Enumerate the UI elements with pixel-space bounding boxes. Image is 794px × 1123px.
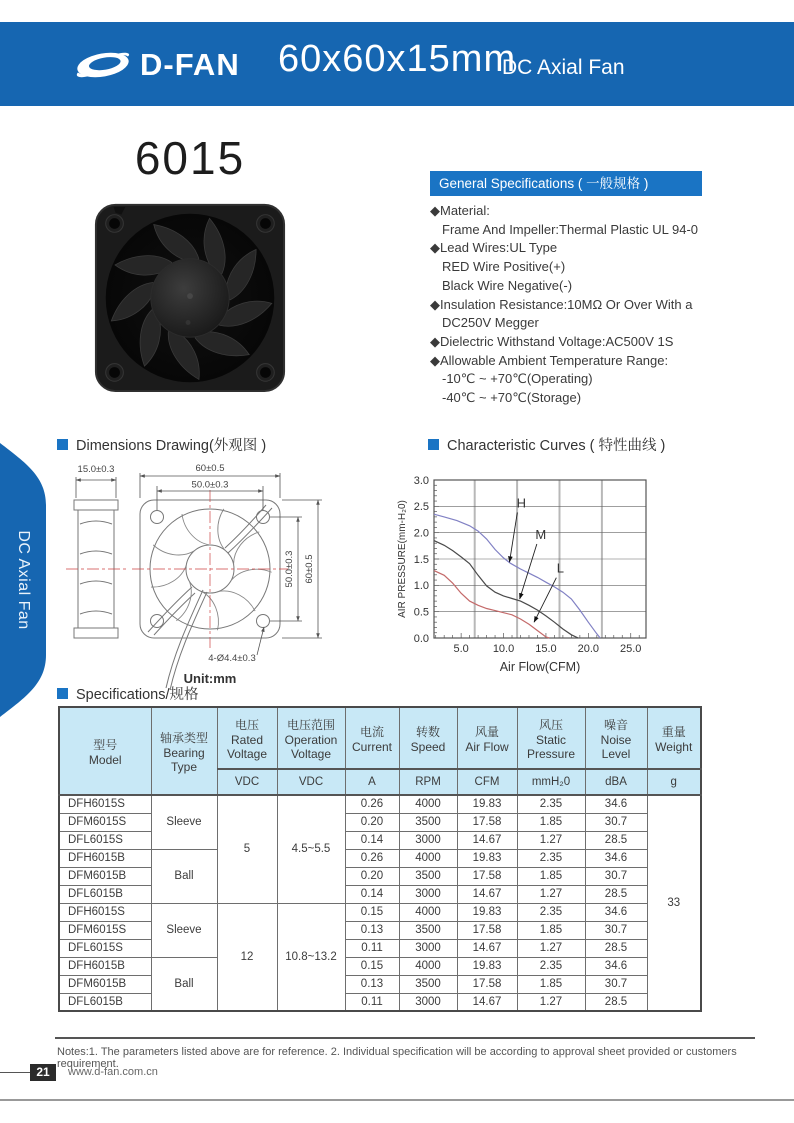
general-spec-item: RED Wire Positive(+) <box>442 259 566 275</box>
notes-text: Notes:1. The parameters listed above are for reference. 2. Individual specification will be according to approval sheet provided or customers requirement. <box>57 1046 737 1070</box>
table-cell: 4000 <box>399 957 457 975</box>
table-cell: 0.26 <box>345 795 399 813</box>
table-cell: 28.5 <box>585 885 647 903</box>
dim-thickness-label: 15.0±0.3 <box>77 464 115 475</box>
y-tick-label: 2.5 <box>413 501 429 514</box>
column-header: 型号 Model <box>59 707 151 795</box>
table-cell: DFM6015S <box>59 813 151 831</box>
unit-header: CFM <box>457 769 517 795</box>
model-number-heading: 6015 <box>134 132 246 184</box>
table-cell: 3500 <box>399 867 457 885</box>
unit-header: VDC <box>277 769 345 795</box>
y-tick-label: 0.0 <box>413 632 429 645</box>
table-cell: 19.83 <box>457 795 517 813</box>
table-cell: DFL6015S <box>59 939 151 957</box>
column-header: 电压范围 Operation Voltage <box>277 707 345 769</box>
table-cell: 34.6 <box>585 849 647 867</box>
center-lines <box>66 490 288 648</box>
curve-label-L: L <box>556 560 564 576</box>
table-cell: Ball <box>151 849 217 903</box>
column-header: 风压 Static Pressure <box>517 707 585 769</box>
table-cell: 0.14 <box>345 885 399 903</box>
general-spec-item: -10℃ ~ +70℃(Operating) <box>442 371 593 387</box>
table-cell: 1.85 <box>517 813 585 831</box>
table-cell: 19.83 <box>457 849 517 867</box>
dim-holes-label: 4-Ø4.4±0.3 <box>208 653 256 664</box>
table-cell: DFH6015B <box>59 849 151 867</box>
table-cell: 14.67 <box>457 993 517 1011</box>
x-tick-label: 15.0 <box>535 643 557 655</box>
y-tick-label: 3.0 <box>413 474 429 487</box>
specs-section-header <box>57 683 199 704</box>
unit-header: A <box>345 769 399 795</box>
fan-photo-graphic <box>92 199 288 395</box>
table-cell: 28.5 <box>585 939 647 957</box>
table-cell: 19.83 <box>457 957 517 975</box>
unit-header: VDC <box>217 769 277 795</box>
dimensions-drawing <box>60 458 402 692</box>
page-number-rule <box>0 1072 30 1073</box>
table-cell: 4000 <box>399 849 457 867</box>
general-spec-item: ◆Insulation Resistance:10MΩ Or Over With a <box>430 296 693 312</box>
table-cell: 30.7 <box>585 975 647 993</box>
table-cell: DFH6015S <box>59 903 151 921</box>
table-cell: 14.67 <box>457 831 517 849</box>
curve-label-H: H <box>516 495 527 511</box>
x-tick-label: 20.0 <box>577 643 600 655</box>
column-header: 重量 Weight <box>647 707 701 769</box>
column-header: 电流 Current <box>345 707 399 769</box>
table-cell: DFM6015B <box>59 867 151 885</box>
column-header: 噪音 Noise Level <box>585 707 647 769</box>
table-cell: 34.6 <box>585 795 647 813</box>
general-spec-item: -40℃ ~ +70℃(Storage) <box>442 390 582 406</box>
table-cell: 1.85 <box>517 867 585 885</box>
table-cell: DFH6015S <box>59 795 151 813</box>
table-cell: 1.85 <box>517 975 585 993</box>
table-cell: 28.5 <box>585 831 647 849</box>
table-cell: 30.7 <box>585 867 647 885</box>
general-spec-item: Frame And Impeller:Thermal Plastic UL 94-0 <box>442 221 699 237</box>
page-subtitle: DC Axial Fan <box>502 56 625 79</box>
curve-label-arrow-M <box>520 544 537 599</box>
table-cell: 0.11 <box>345 993 399 1011</box>
table-row <box>59 795 701 813</box>
section-bullet-icon <box>57 688 68 699</box>
table-cell: 0.20 <box>345 813 399 831</box>
unit-label: Unit:mm <box>183 671 237 686</box>
table-cell: 3500 <box>399 975 457 993</box>
dimensions-section-header <box>57 434 266 455</box>
table-row <box>59 849 701 867</box>
table-cell: 0.15 <box>345 957 399 975</box>
table-cell: 3000 <box>399 939 457 957</box>
table-cell: 5 <box>217 795 277 903</box>
general-spec-item: Black Wire Negative(-) <box>442 277 573 293</box>
side-tab-label: DC Axial Fan <box>15 530 32 630</box>
table-cell: 0.14 <box>345 831 399 849</box>
unit-header: mmH₂0 <box>517 769 585 795</box>
table-cell: 2.35 <box>517 849 585 867</box>
specs-section-title: Specifications/规格 <box>76 687 199 703</box>
column-header: 电压 Rated Voltage <box>217 707 277 769</box>
table-cell: 2.35 <box>517 795 585 813</box>
curves-section-title: Characteristic Curves ( 特性曲线 ) <box>447 438 666 454</box>
table-cell: 1.27 <box>517 939 585 957</box>
table-cell: DFM6015B <box>59 975 151 993</box>
table-cell: DFL6015S <box>59 831 151 849</box>
table-cell: 30.7 <box>585 813 647 831</box>
curve-L <box>434 571 549 638</box>
table-cell: 34.6 <box>585 903 647 921</box>
table-cell: 2.35 <box>517 903 585 921</box>
table-cell: DFM6015S <box>59 921 151 939</box>
table-cell: 17.58 <box>457 921 517 939</box>
table-cell: 4000 <box>399 795 457 813</box>
section-bullet-icon <box>428 439 439 450</box>
table-cell: DFL6015B <box>59 885 151 903</box>
column-header: 转数 Speed <box>399 707 457 769</box>
general-spec-item: ◆Material: <box>430 203 490 218</box>
table-cell: 12 <box>217 903 277 1011</box>
page-title-size: 60x60x15mm <box>278 38 517 80</box>
general-spec-item: DC250V Megger <box>442 315 539 331</box>
curves-section-header <box>428 434 665 455</box>
table-cell: Sleeve <box>151 795 217 849</box>
table-cell: 17.58 <box>457 867 517 885</box>
fan-swirl-logo-icon <box>70 46 136 84</box>
table-cell: 1.85 <box>517 921 585 939</box>
table-cell: 28.5 <box>585 993 647 1011</box>
table-cell: 3000 <box>399 885 457 903</box>
table-cell: 3500 <box>399 813 457 831</box>
table-cell: 0.20 <box>345 867 399 885</box>
bottom-rule <box>0 1099 794 1101</box>
page-number-badge: 21 <box>30 1064 56 1081</box>
table-cell: 1.27 <box>517 831 585 849</box>
curve-label-M: M <box>535 526 547 542</box>
general-spec-item: ◆Dielectric Withstand Voltage:AC500V 1S <box>430 333 674 349</box>
table-cell: 1.27 <box>517 993 585 1011</box>
specifications-table <box>58 706 702 1012</box>
side-category-tab <box>0 443 46 717</box>
section-bullet-icon <box>57 439 68 450</box>
table-cell: 33 <box>647 795 701 1011</box>
x-tick-label: 25.0 <box>620 643 642 655</box>
table-cell: 0.26 <box>345 849 399 867</box>
table-cell: 4.5~5.5 <box>277 795 345 903</box>
general-specs-header: General Specifications ( 一般规格 ) <box>430 171 702 196</box>
table-cell: 10.8~13.2 <box>277 903 345 1011</box>
y-axis-label: AIR PRESSURE(mm-H₂0) <box>397 500 408 618</box>
unit-header: RPM <box>399 769 457 795</box>
table-cell: 3500 <box>399 921 457 939</box>
table-cell: 17.58 <box>457 975 517 993</box>
table-cell: 2.35 <box>517 957 585 975</box>
notes-divider <box>55 1037 755 1039</box>
dim-hole-pitch-h-label: 50.0±0.3 <box>191 479 229 491</box>
unit-header: dBA <box>585 769 647 795</box>
general-specs-list <box>430 202 782 408</box>
general-spec-item: ◆Allowable Ambient Temperature Range: <box>430 352 669 368</box>
table-cell: 0.15 <box>345 903 399 921</box>
table-cell: 3000 <box>399 993 457 1011</box>
x-axis-label: Air Flow(CFM) <box>499 660 581 674</box>
table-row <box>59 957 701 975</box>
table-cell: 1.27 <box>517 885 585 903</box>
table-cell: DFH6015B <box>59 957 151 975</box>
dim-width-label: 60±0.5 <box>195 463 225 474</box>
y-tick-label: 1.0 <box>413 580 429 593</box>
general-spec-item: ◆Lead Wires:UL Type <box>430 240 558 256</box>
table-row <box>59 903 701 921</box>
column-header: 风量 Air Flow <box>457 707 517 769</box>
dimensions-section-title: Dimensions Drawing(外观图 ) <box>76 438 267 454</box>
column-header: 轴承类型 Bearing Type <box>151 707 217 795</box>
table-cell: 14.67 <box>457 885 517 903</box>
brand-logo <box>70 46 240 84</box>
characteristic-curves-chart <box>396 464 664 678</box>
curve-M <box>434 541 578 638</box>
x-tick-label: 10.0 <box>492 643 515 655</box>
table-cell: 4000 <box>399 903 457 921</box>
y-tick-label: 2.0 <box>413 527 429 540</box>
table-cell: 0.13 <box>345 921 399 939</box>
table-cell: 0.11 <box>345 939 399 957</box>
unit-header: g <box>647 769 701 795</box>
table-cell: Ball <box>151 957 217 1011</box>
table-cell: DFL6015B <box>59 993 151 1011</box>
x-tick-label: 5.0 <box>453 643 469 655</box>
table-cell: 3000 <box>399 831 457 849</box>
table-cell: 14.67 <box>457 939 517 957</box>
brand-name: D-FAN <box>140 47 240 82</box>
table-cell: 19.83 <box>457 903 517 921</box>
table-cell: 0.13 <box>345 975 399 993</box>
header-banner <box>0 22 794 106</box>
table-cell: 34.6 <box>585 957 647 975</box>
website-text: www.d-fan.com.cn <box>68 1066 158 1078</box>
table-cell: 30.7 <box>585 921 647 939</box>
y-tick-label: 1.5 <box>413 553 429 566</box>
y-tick-label: 0.5 <box>413 606 429 619</box>
dim-height-label: 60±0.5 <box>304 554 315 584</box>
fan-product-photo <box>92 199 288 395</box>
table-cell: Sleeve <box>151 903 217 957</box>
table-cell: 17.58 <box>457 813 517 831</box>
dim-hole-pitch-v-label: 50.0±0.3 <box>284 550 295 588</box>
